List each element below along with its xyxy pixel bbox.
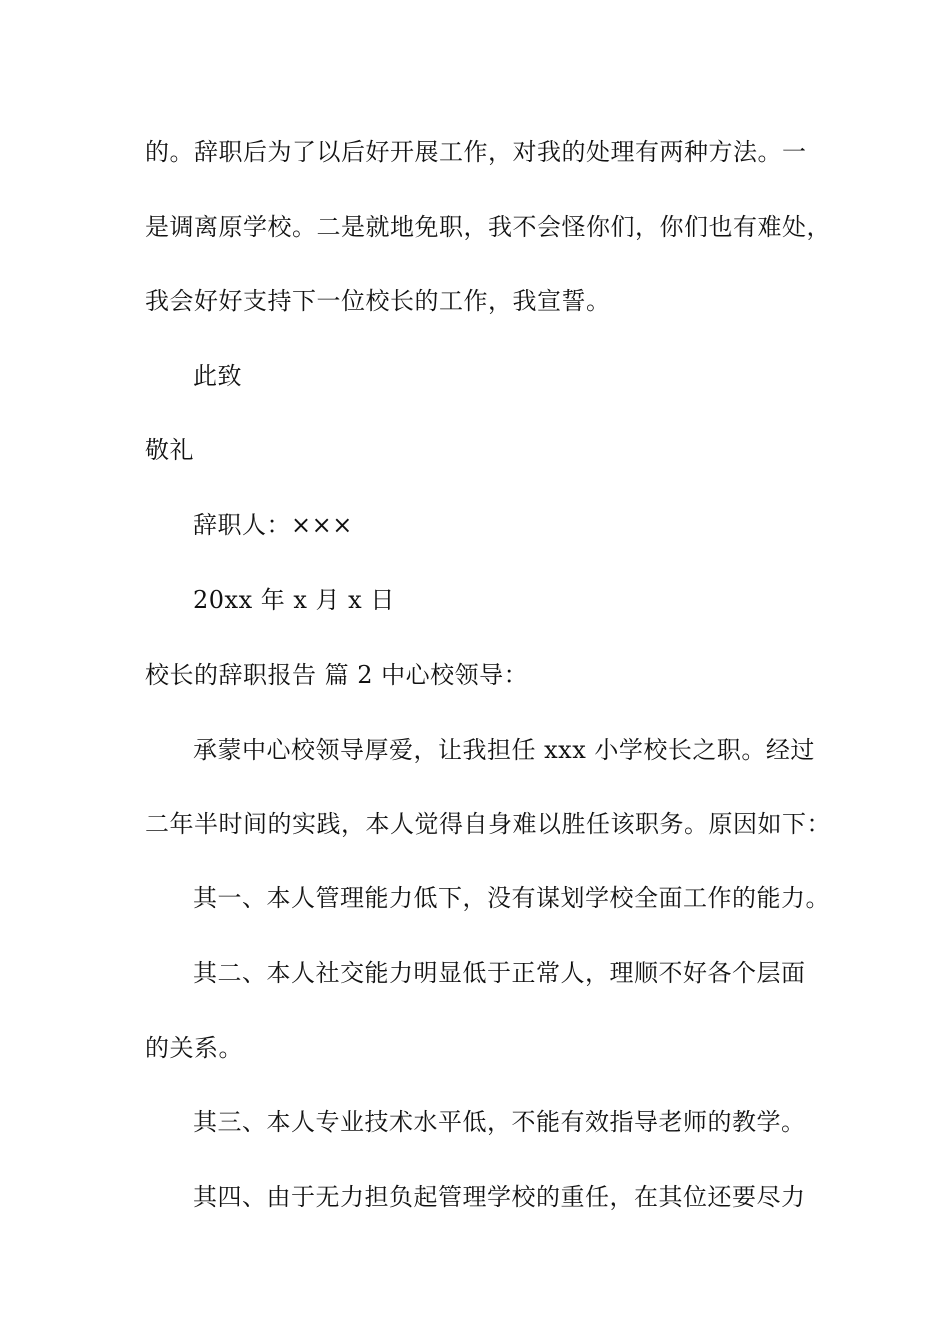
reason-item: 其四、由于无力担负起管理学校的重任，在其位还要尽力	[193, 1183, 806, 1211]
paragraph-line: 的。辞职后为了以后好开展工作，对我的处理有两种方法。一	[145, 138, 807, 166]
closing-regards: 敬礼	[145, 436, 194, 464]
paragraph-line: 承蒙中心校领导厚爱，让我担任 xxx 小学校长之职。经过	[193, 736, 815, 764]
paragraph-line: 我会好好支持下一位校长的工作，我宣誓。	[145, 287, 611, 315]
closing-salutation: 此致	[193, 362, 242, 390]
reason-item: 其二、本人社交能力明显低于正常人，理顺不好各个层面	[193, 959, 806, 987]
paragraph-line: 的关系。	[145, 1034, 243, 1062]
date-line: 20xx 年 x 月 x 日	[193, 586, 395, 614]
paragraph-line: 是调离原学校。二是就地免职，我不会怪你们，你们也有难处，	[145, 213, 831, 241]
signature-line: 辞职人：×××	[193, 511, 353, 539]
section-heading: 校长的辞职报告 篇 2 中心校领导：	[145, 661, 529, 689]
paragraph-line: 二年半时间的实践，本人觉得自身难以胜任该职务。原因如下：	[145, 810, 831, 838]
reason-item: 其三、本人专业技术水平低，不能有效指导老师的教学。	[193, 1108, 806, 1136]
reason-item: 其一、本人管理能力低下，没有谋划学校全面工作的能力。	[193, 884, 830, 912]
